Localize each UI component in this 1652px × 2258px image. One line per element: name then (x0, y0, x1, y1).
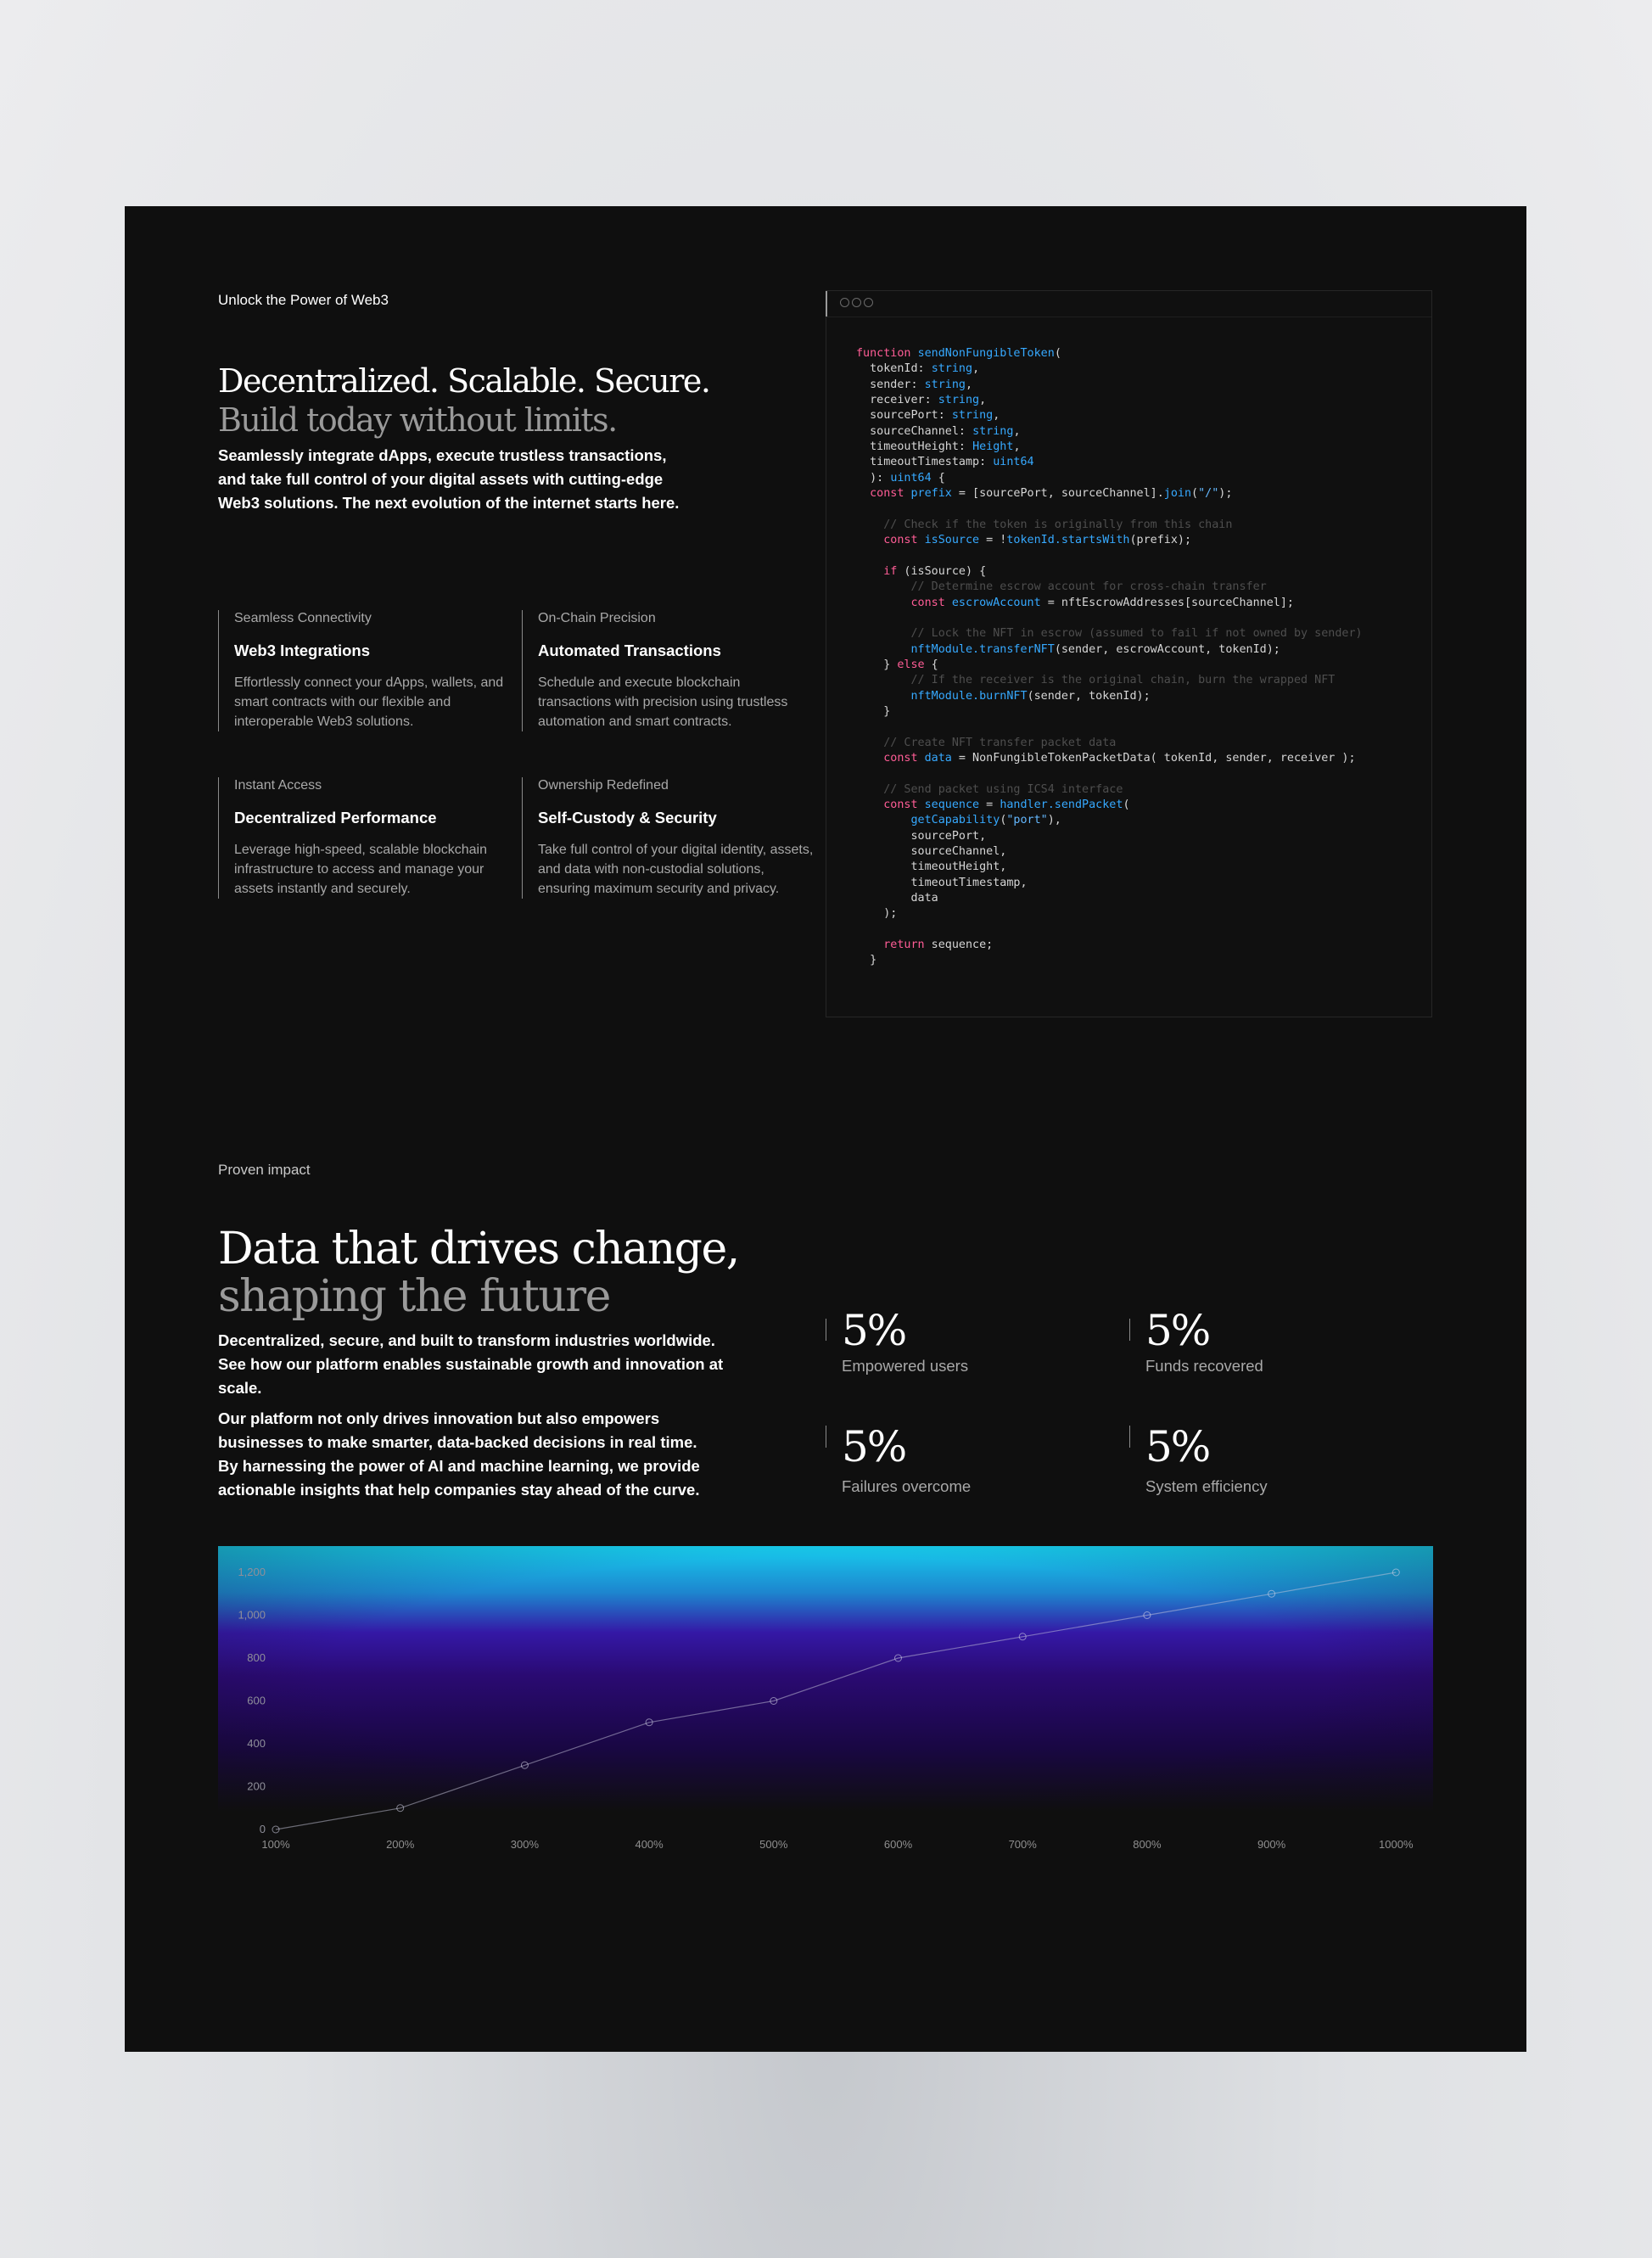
feature-title: Decentralized Performance (234, 809, 437, 826)
feature-title: Web3 Integrations (234, 642, 371, 659)
feature-title: Self-Custody & Security (538, 809, 717, 826)
code-window (826, 290, 1432, 1017)
stat-accent-line (1129, 1426, 1130, 1448)
feature-category: Ownership Redefined (538, 778, 669, 793)
code-block: function sendNonFungibleToken( tokenId: string, sender: string, receiver: string, sourcePort: string, sourceChannel: string, timeoutHeight: Height, timeoutTimestamp: uint64 ): uint64 { const prefix = [sourcePort, sourceChannel].join("/"); // Check if the token is originally from this chain const isSource = !tokenId.startsWith(prefix); if (isSource) { // Determine escrow account for cross-chain transfer const escrowAccount = nftEscrowAddresses[sourceChannel]; // Lock the NFT in escrow (assumed to fail if not owned by sender) nftModule.transferNFT(sender, escrowAccount, tokenId); } else { // If the receiver is the original chain, burn the wrapped NFT nftModule.burnNFT(sender, tokenId); } // Create NFT transfer packet data const data = NonFungibleTokenPacketData( tokenId, sender, receiver ); // Send packet using ICS4 interface const sequence = handler.sendPacket( getCapability("port"), sourcePort, sourceChannel, timeoutHeight, timeoutTimestamp, data ); return sequence; } (856, 347, 1363, 967)
feature-description: Take full control of your digital identity, assets, and data with non-custodial solutions, ensuring maximum security and privacy. (538, 843, 814, 896)
code-window-titlebar (826, 291, 1431, 317)
feature-category: Seamless Connectivity (234, 611, 372, 625)
x-tick-label: 300% (510, 1838, 540, 1851)
feature-category: On-Chain Precision (538, 611, 656, 625)
y-tick-label: 200 (247, 1779, 266, 1793)
feature-automated-transactions (522, 610, 814, 731)
x-tick-label: 700% (1008, 1838, 1037, 1851)
stat-value: 5% (1145, 1306, 1210, 1355)
impact-title-line2: shaping the future (218, 1271, 610, 1322)
web3-landing-page (125, 206, 1526, 2052)
feature-title: Automated Transactions (538, 642, 721, 659)
stat-label: Failures overcome (842, 1477, 972, 1495)
feature-category: Instant Access (234, 778, 322, 793)
chart-background-fade (218, 1546, 1433, 1835)
circle-icon[interactable] (840, 298, 849, 307)
impact-body: Our platform not only drives innovation but also empowers businesses to make smarter, data-backed decisions in real time. By harnessing the power of AI and machine learning, we provide actionable insights that help companies stay ahead of the curve. (218, 1409, 700, 1499)
feature-description: Schedule and execute blockchain transactions with precision using trustless automation and smart contracts. (538, 675, 788, 729)
hero-title (218, 361, 744, 440)
impact-title-line1: Data that drives change, (218, 1224, 739, 1275)
stat-empowered-users (826, 1306, 1106, 1386)
feature-decentralized-performance (218, 777, 523, 899)
hero-eyebrow: Unlock the Power of Web3 (218, 292, 389, 308)
stat-value: 5% (842, 1306, 906, 1355)
hero-title-line1: Decentralized. Scalable. Secure. (218, 362, 710, 400)
stat-failures-overcome (826, 1422, 1106, 1502)
stat-value: 5% (842, 1422, 906, 1471)
feature-web3-integrations (218, 610, 523, 731)
feature-self-custody-security (522, 777, 814, 899)
stat-label: Empowered users (842, 1357, 969, 1375)
feature-description: Leverage high-speed, scalable blockchain infrastructure to access and manage your assets instantly and securely. (234, 843, 487, 896)
x-tick-label: 400% (635, 1838, 664, 1851)
x-tick-label: 200% (386, 1838, 415, 1851)
impact-lead: Decentralized, secure, and built to transform industries worldwide. See how our platform enables sustainable growth and innovation at scale. (218, 1331, 724, 1397)
y-tick-label: 0 (259, 1823, 266, 1835)
y-tick-label: 1,000 (238, 1608, 266, 1622)
titlebar-accent-line (826, 291, 827, 317)
circle-icon[interactable] (852, 298, 861, 307)
chart-svg (218, 1546, 1433, 1869)
hero-lead: Seamlessly integrate dApps, execute trustless transactions, and take full control of your digital assets with cutting-edge Web3 solutions. The next evolution of the internet starts here. (218, 446, 680, 512)
feature-description: Effortlessly connect your dApps, wallets, and smart contracts with our flexible and interoperable Web3 solutions. (234, 675, 504, 729)
x-tick-label: 1000% (1379, 1838, 1414, 1851)
impact-title (218, 1225, 829, 1320)
impact-eyebrow: Proven impact (218, 1162, 311, 1178)
x-tick-label: 600% (883, 1838, 913, 1851)
stat-label: Funds recovered (1145, 1357, 1263, 1375)
y-tick-label: 800 (247, 1651, 266, 1664)
stat-accent-line (1129, 1319, 1130, 1341)
y-tick-label: 600 (247, 1694, 266, 1707)
circle-icon[interactable] (864, 298, 873, 307)
x-tick-label: 500% (759, 1838, 788, 1851)
x-tick-label: 100% (261, 1838, 290, 1851)
y-tick-label: 1,200 (238, 1566, 266, 1578)
x-tick-label: 800% (1133, 1838, 1162, 1851)
stat-label: System efficiency (1145, 1477, 1268, 1495)
stat-value: 5% (1145, 1422, 1210, 1471)
x-tick-label: 900% (1257, 1838, 1286, 1851)
stat-funds-recovered (1129, 1306, 1409, 1386)
growth-line-chart (218, 1546, 1433, 1869)
y-tick-label: 400 (247, 1737, 266, 1750)
hero-title-line2: Build today without limits. (218, 401, 617, 439)
stat-system-efficiency (1129, 1422, 1409, 1502)
